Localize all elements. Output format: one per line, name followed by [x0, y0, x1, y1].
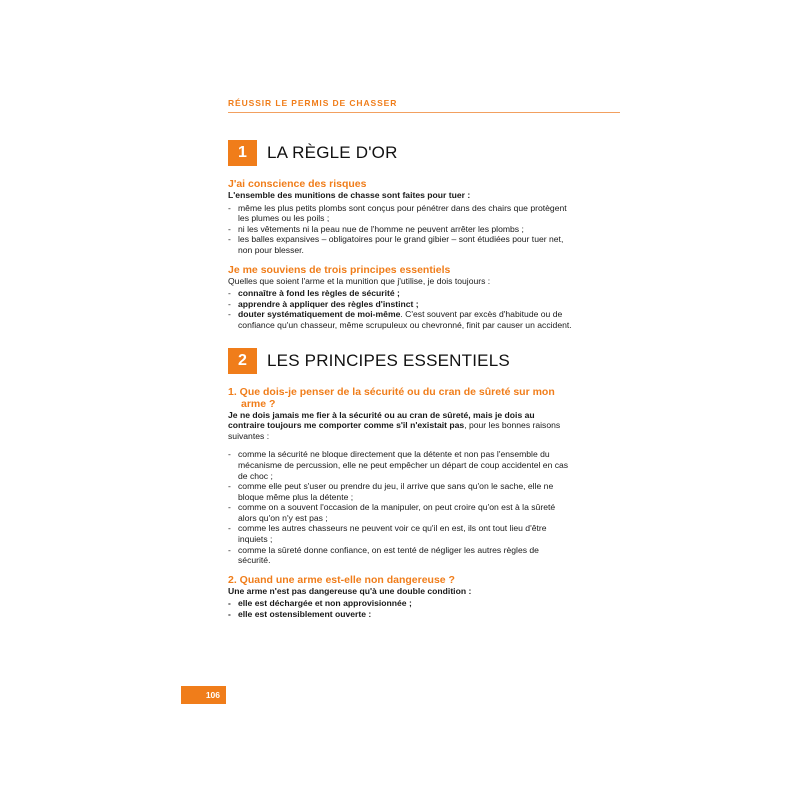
- section-1-number: 1: [228, 140, 257, 166]
- section-2-number: 2: [228, 348, 257, 374]
- list-item-text: apprendre à appliquer des règles d'instinct ;: [238, 298, 419, 309]
- subheading-principles: Je me souviens de trois principes essentiels: [228, 263, 451, 276]
- subheading-risks: J'ai conscience des risques: [228, 178, 367, 190]
- page-content: [228, 140, 572, 620]
- list-item: - comme la sûreté donne confiance, on est tenté de négliger les autres règles de sécurité.: [228, 545, 572, 566]
- list-item: - comme la sécurité ne bloque directement que la détente et non pas l'ensemble du mécanisme de percussion, elle ne peut empêcher un départ de coup accidentel en cas de choc ;: [228, 449, 572, 481]
- list-item: [228, 309, 572, 330]
- list-item: [228, 299, 572, 310]
- list-item: - les balles expansives – obligatoires pour le grand gibier – sont étudiées pour tuer net, non pour blesser.: [228, 234, 572, 255]
- section-2-title: LES PRINCIPES ESSENTIELS: [267, 350, 510, 370]
- conditions-list: [228, 598, 572, 619]
- lead-principles: Quelles que soient l'arme et la munition que j'utilise, je dois toujours :: [228, 275, 491, 286]
- question-2-lead: Une arme n'est pas dangereuse qu'à une double condition :: [228, 585, 472, 596]
- question-2-heading: 2. Quand une arme est-elle non dangereuse ?: [228, 573, 455, 586]
- list-item: - comme elle peut s'user ou prendre du jeu, il arrive que sans qu'on le sache, elle ne bloque même plus la détente ;: [228, 481, 572, 502]
- list-item: [228, 288, 572, 299]
- lead-bold-text: Je ne dois jamais me fier à la sécurité ou au cran de sûreté, mais je dois au contraire toujours me comporter comme s'il n'existait pas: [228, 409, 535, 431]
- risks-list: [228, 203, 572, 256]
- question-1-lead: [228, 410, 572, 442]
- list-item: - elle est ostensiblement ouverte :: [228, 609, 572, 620]
- list-item: - ni les vêtements ni la peau nue de l'homme ne peuvent arrêter les plombs ;: [228, 224, 572, 235]
- list-item-bold-text: douter systématiquement de moi-même: [238, 309, 401, 320]
- list-item: - elle est déchargée et non approvisionnée ;: [228, 598, 572, 609]
- section-2-heading: [228, 348, 572, 374]
- list-item-text: . C'est souvent par excès d'habitude ou de confiance qu'un chasseur, même scrupuleux ou chevronné, finit par causer un accident.: [238, 309, 572, 330]
- list-item-text: connaître à fond les règles de sécurité ;: [238, 288, 400, 299]
- list-item: - comme on a souvent l'occasion de la manipuler, on peut croire qu'on est à la sûreté alors qu'on n'y est pas ;: [228, 502, 572, 523]
- header-rule: [228, 112, 620, 113]
- running-header: RÉUSSIR LE PERMIS DE CHASSER: [228, 98, 398, 108]
- principles-list: [228, 288, 572, 330]
- question-1-heading: 1. Que dois-je penser de la sécurité ou du cran de sûreté sur mon arme ?: [228, 385, 555, 410]
- page-number: 106: [181, 686, 226, 704]
- section-1-heading: [228, 140, 572, 166]
- lead-text: , pour les bonnes raisons suivantes :: [228, 420, 561, 441]
- section-1-title: LA RÈGLE D'OR: [267, 143, 398, 162]
- safety-reasons-list: [228, 449, 572, 566]
- lead-risks: L'ensemble des munitions de chasse sont faites pour tuer :: [228, 190, 471, 200]
- list-item: - comme les autres chasseurs ne peuvent voir ce qu'il en est, ils ont tout lieu d'être inquiets ;: [228, 523, 572, 544]
- list-item: - même les plus petits plombs sont conçus pour pénétrer dans des chairs que protègent les plumes ou les poils ;: [228, 203, 572, 224]
